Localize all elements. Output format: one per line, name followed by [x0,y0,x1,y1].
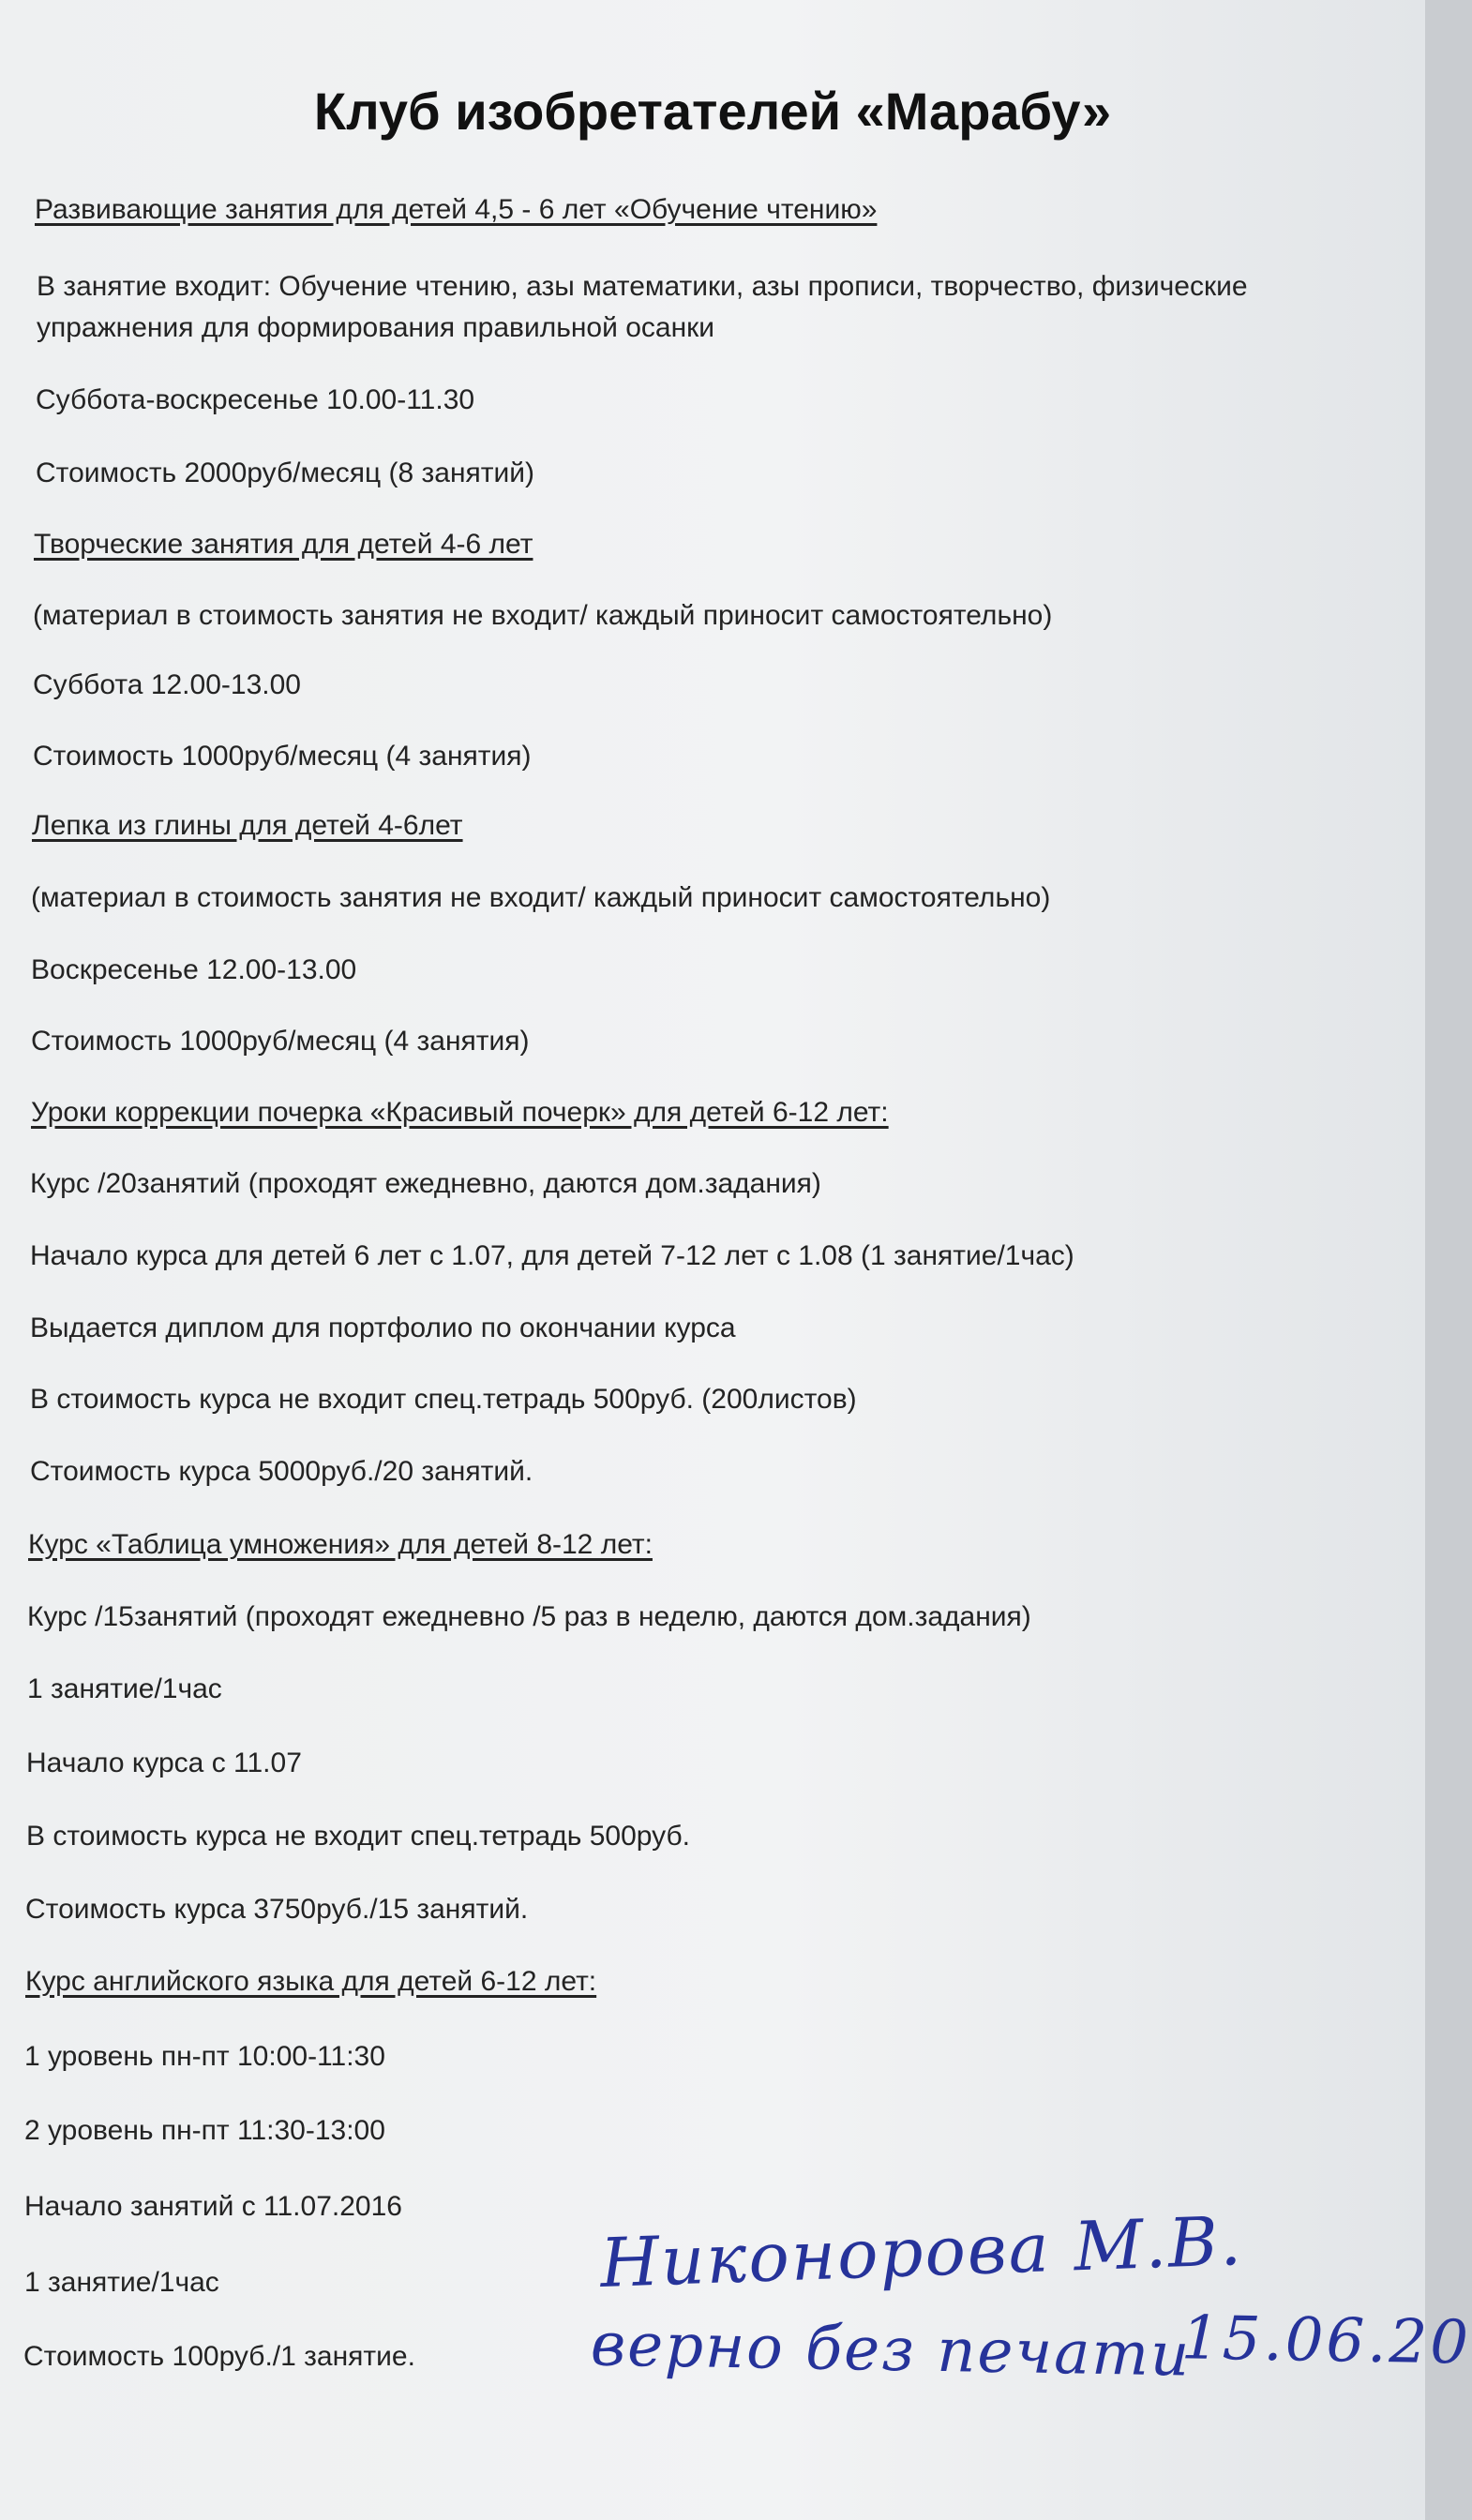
section-line: Начало занятий с 11.07.2016 [24,2191,402,2222]
section-line: Курс /20занятий (проходят ежедневно, даются дом.задания) [30,1168,821,1199]
section-line: Суббота 12.00-13.00 [33,669,301,700]
section-line: Стоимость курса 5000руб./20 занятий. [30,1456,533,1487]
section-line: 1 занятие/1час [24,2267,219,2298]
section-heading: Развивающие занятия для детей 4,5 - 6 лет «Обучение чтению» [35,194,878,225]
section-heading: Курс «Таблица умножения» для детей 8-12 лет: [28,1529,653,1560]
section-line: Стоимость 1000руб/месяц (4 занятия) [31,1026,530,1057]
section-line: Стоимость 1000руб/месяц (4 занятия) [33,741,532,772]
section-line: 1 уровень пн-пт 10:00-11:30 [24,2041,385,2072]
document-title: Клуб изобретателей «Марабу» [313,82,1112,141]
section-heading: Уроки коррекции почерка «Красивый почерк» для детей 6-12 лет: [31,1097,889,1128]
section-heading: Творческие занятия для детей 4-6 лет [34,529,533,560]
section-line: Выдается диплом для портфолио по окончании курса [30,1312,736,1343]
section-line: Стоимость курса 3750руб./15 занятий. [25,1894,529,1925]
section-line: 2 уровень пн-пт 11:30-13:00 [24,2115,385,2146]
section-heading: Лепка из глины для детей 4-6лет [32,810,463,841]
section-line: В занятие входит: Обучение чтению, азы математики, азы прописи, творчество, физические [37,271,1248,302]
section-line: Стоимость 100руб./1 занятие. [23,2341,415,2372]
section-line: (материал в стоимость занятия не входит/ каждый приносит самостоятельно) [31,882,1051,913]
section-line: В стоимость курса не входит спец.тетрадь 500руб. [26,1821,690,1852]
section-line: Стоимость 2000руб/месяц (8 занятий) [36,458,535,488]
section-line: Начало курса для детей 6 лет с 1.07, для детей 7-12 лет с 1.08 (1 занятие/1час) [30,1240,1074,1271]
section-line: Начало курса с 11.07 [26,1748,302,1778]
section-line: Курс /15занятий (проходят ежедневно /5 раз в неделю, даются дом.задания) [27,1601,1031,1632]
section-line: В стоимость курса не входит спец.тетрадь 500руб. (200листов) [30,1384,857,1415]
handwritten-date: 15.06.20 [1180,2303,1472,2378]
section-line: (материал в стоимость занятия не входит/ каждый приносит самостоятельно) [33,600,1053,631]
section-heading: Курс английского языка для детей 6-12 лет: [25,1966,597,1997]
handwritten-note: верно без печати [590,2310,1192,2391]
section-line: Воскресенье 12.00-13.00 [31,954,357,985]
section-line: Суббота-воскресенье 10.00-11.30 [36,384,475,415]
section-line: упражнения для формирования правильной осанки [37,312,715,343]
handwritten-signature-name: Никонорова М.В. [598,2201,1245,2302]
section-line: 1 занятие/1час [27,1673,222,1704]
